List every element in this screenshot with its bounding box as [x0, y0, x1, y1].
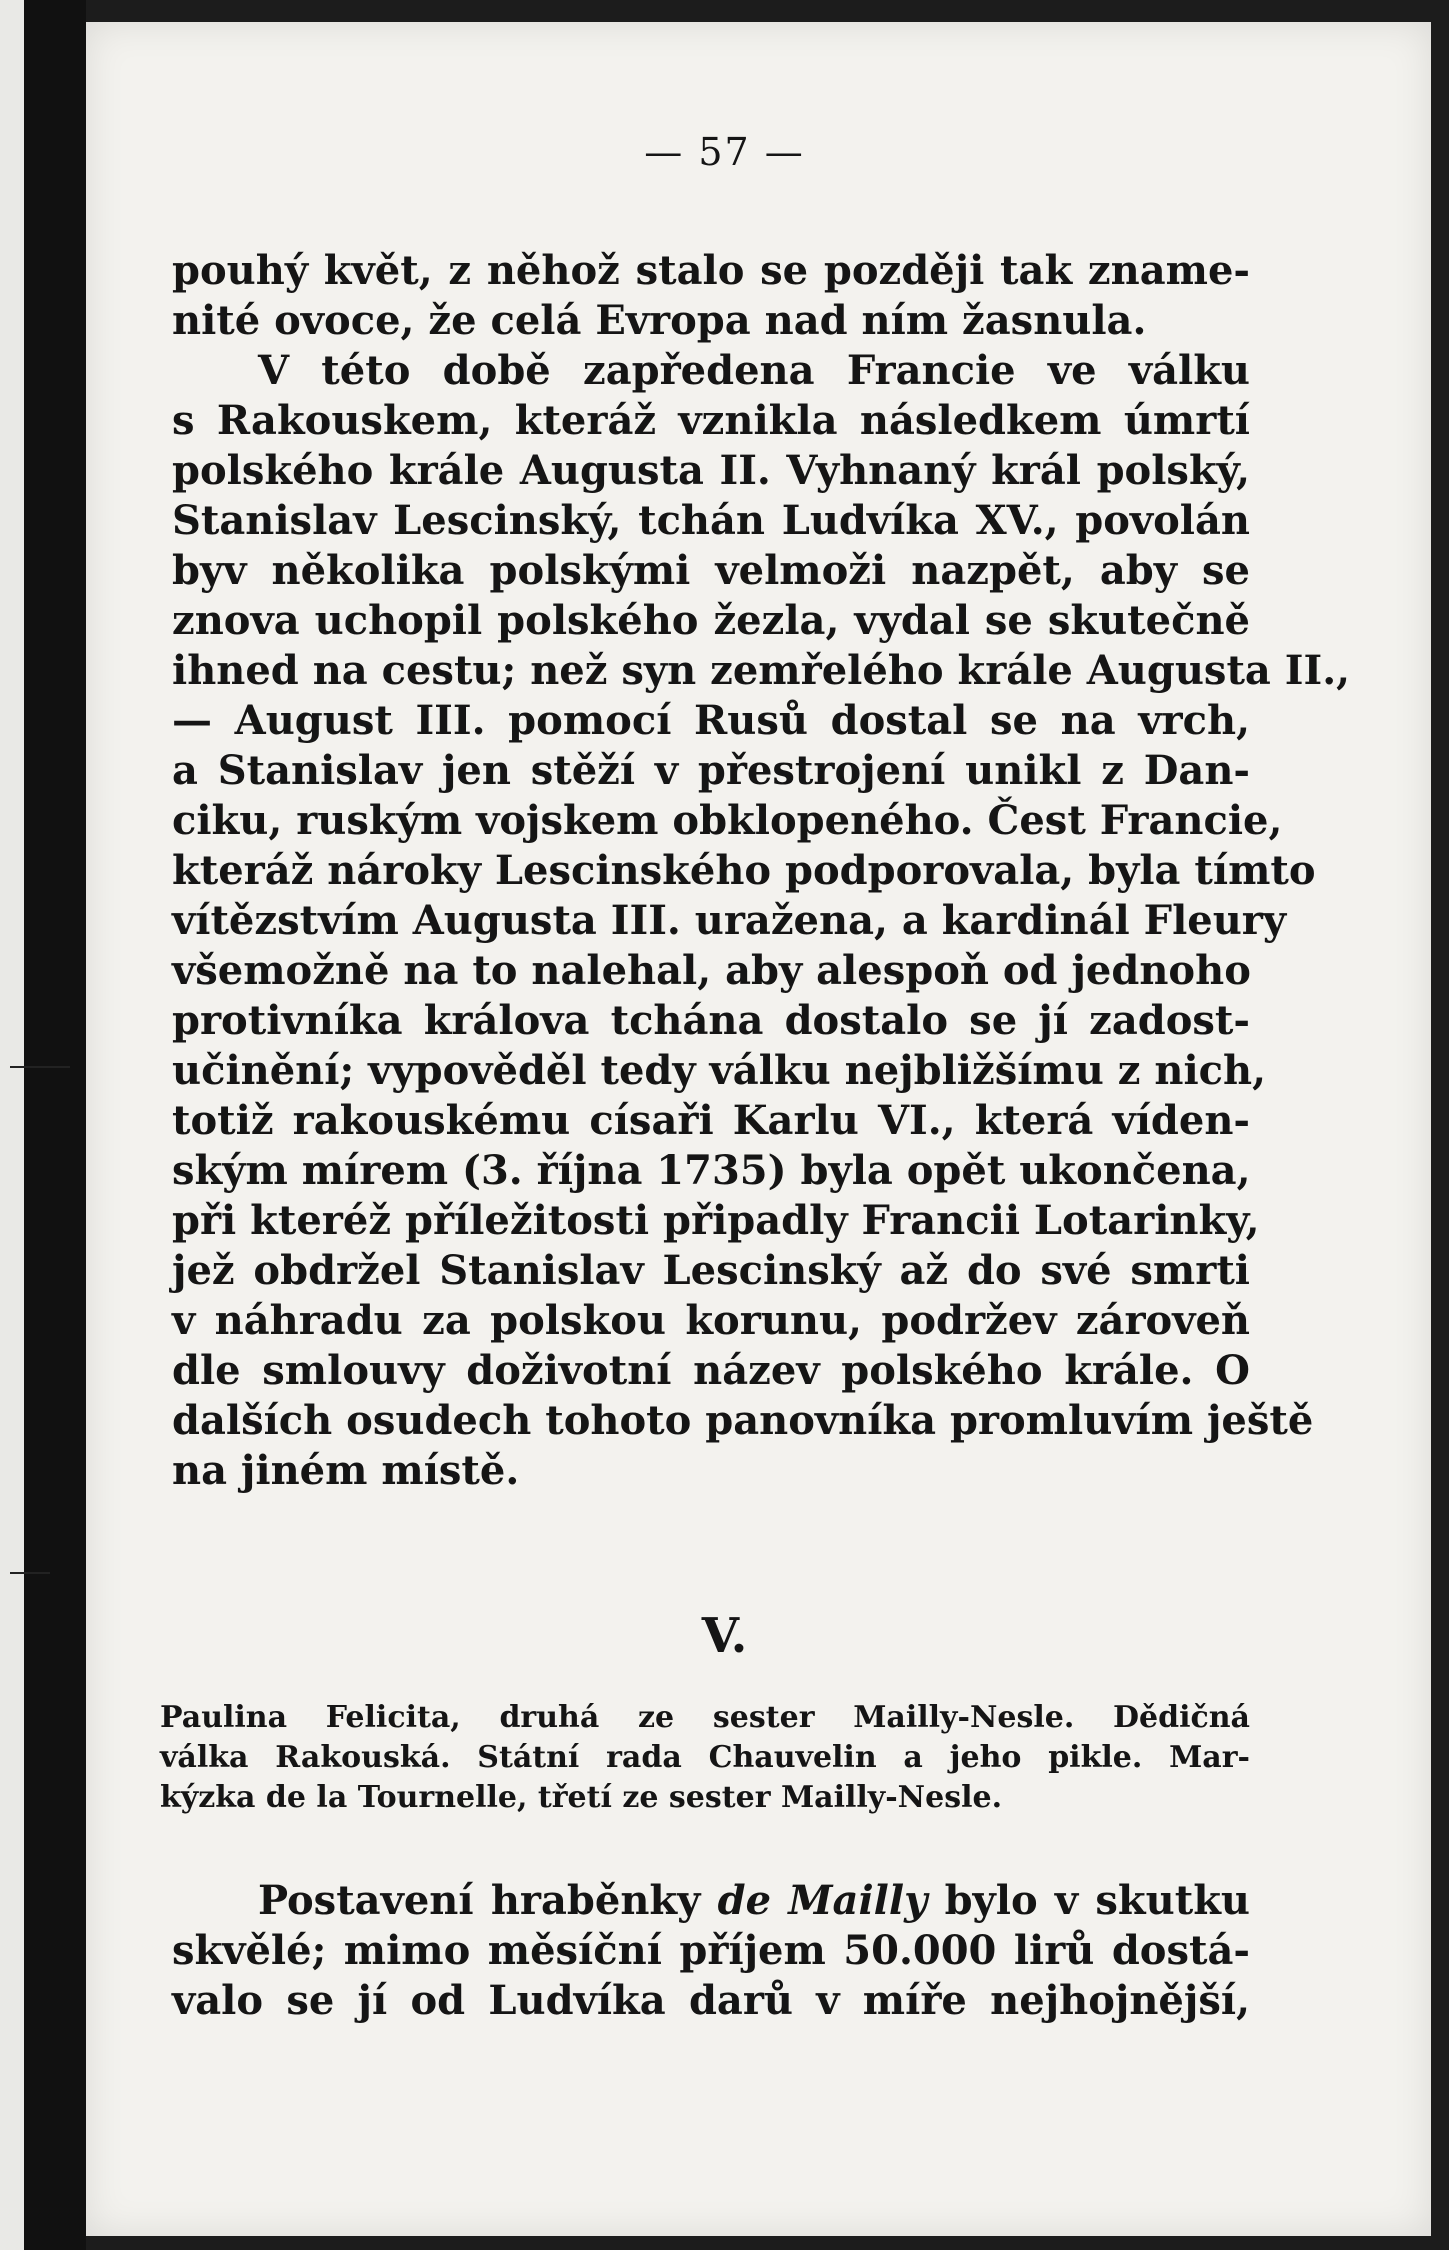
text-line: učinění; vypověděl tedy válku nejbližšímu z nich,: [172, 1047, 1267, 1094]
text-line: v náhradu za polskou korunu, podržev zároveň: [172, 1297, 1250, 1344]
text-line: [172, 1876, 1250, 1926]
text-line: kteráž nároky Lescinského podporovala, byla tímto: [172, 847, 1316, 894]
text-line: při kteréž příležitosti připadly Francii Lotarinky,: [172, 1197, 1260, 1244]
text-line: a Stanislav jen stěží v přestrojení unikl z Dan-: [172, 747, 1250, 794]
scan-left-shadow: [24, 0, 86, 2250]
text-line: dle smlouvy doživotní název polského krále. O: [172, 1347, 1250, 1394]
page-number: — 57 —: [644, 130, 805, 174]
chapter-summary: [160, 1698, 1250, 1818]
text-line: protivníka králova tchána dostalo se jí zadost-: [172, 997, 1250, 1044]
body-text: [172, 246, 1351, 1496]
summary-line: Paulina Felicita, druhá ze sester Mailly-Nesle. Dědičná: [160, 1700, 1250, 1735]
text-line: na jiném místě.: [172, 1447, 520, 1494]
summary-line: kýzka de la Tournelle, třetí ze sester Mailly-Nesle.: [160, 1780, 1003, 1815]
summary-line: válka Rakouská. Státní rada Chauvelin a jeho pikle. Mar-: [160, 1740, 1250, 1775]
chapter-opening-text: [172, 1876, 1250, 2026]
text-line: všemožně na to nalehal, aby alespoň od jednoho: [172, 947, 1251, 994]
text-line: znova uchopil polského žezla, vydal se skutečně: [172, 597, 1250, 644]
text-line: nité ovoce, že celá Evropa nad ním žasnula.: [172, 297, 1147, 344]
scan-left-edge: [0, 0, 24, 2250]
text-line: s Rakouskem, kteráž vznikla následkem úmrtí: [172, 397, 1250, 444]
chapter-heading: V.: [701, 1608, 748, 1664]
text-line: ihned na cestu; než syn zemřelého krále Augusta II.,: [172, 647, 1351, 694]
text-line: vítězstvím Augusta III. uražena, a kardinál Fleury: [172, 897, 1287, 944]
text-line: skvělé; mimo měsíční příjem 50.000 lirů dostá-: [172, 1927, 1250, 1974]
text-line: valo se jí od Ludvíka darů v míře nejhojnější,: [172, 1977, 1250, 2024]
text-line: polského krále Augusta II. Vyhnaný král polský,: [172, 447, 1250, 494]
text-line: byv několika polskými velmoži nazpět, aby se: [172, 547, 1250, 594]
scan-margin-mark: [10, 1066, 70, 1068]
text-line: ciku, ruským vojskem obklopeného. Čest Francie,: [172, 797, 1283, 844]
text-line: totiž rakouskému císaři Karlu VI., která víden-: [172, 1097, 1250, 1144]
text-line: — August III. pomocí Rusů dostal se na vrch,: [172, 697, 1250, 744]
scan-margin-mark: [10, 1572, 50, 1574]
text-line: V této době zapředena Francie ve válku: [258, 347, 1250, 394]
text-line: dalších osudech tohoto panovníka promluvím ještě: [172, 1397, 1314, 1444]
text-line: Stanislav Lescinský, tchán Ludvíka XV., povolán: [172, 497, 1250, 544]
text-line: ským mírem (3. října 1735) byla opět ukončena,: [172, 1147, 1251, 1194]
text-line: jež obdržel Stanislav Lescinský až do své smrti: [172, 1247, 1250, 1294]
text-segment: Postavení hraběnky: [258, 1877, 718, 1924]
italic-name: de Mailly: [717, 1877, 928, 1924]
text-line: pouhý květ, z něhož stalo se později tak zname-: [172, 247, 1250, 294]
text-segment: bylo v skutku: [927, 1877, 1250, 1924]
